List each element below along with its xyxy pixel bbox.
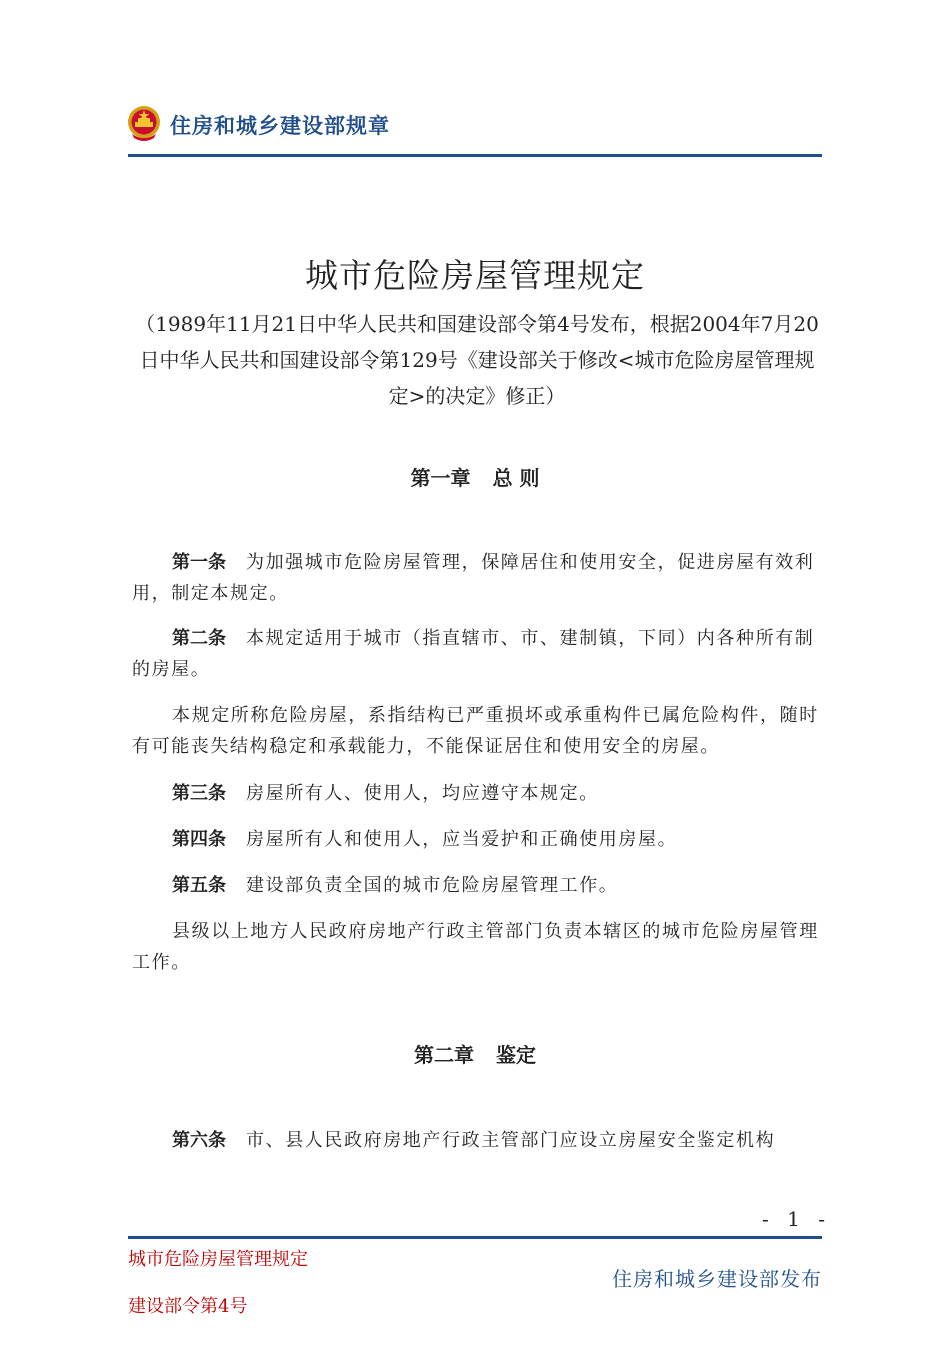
article-text: 市、县人民政府房地产行政主管部门应设立房屋安全鉴定机构 — [246, 1130, 776, 1151]
article-label: 第二条 — [172, 628, 226, 649]
article-paragraph — [132, 1125, 822, 1156]
national-emblem-icon — [126, 104, 162, 142]
chapter-number: 第二章 — [414, 1043, 474, 1067]
article-text: 为加强城市危险房屋管理，保障居住和使用安全，促进房屋有效利用，制定本规定。 — [132, 552, 815, 604]
chapter-heading-1 — [0, 462, 950, 491]
article-paragraph — [132, 623, 822, 685]
chapter-name: 鉴定 — [496, 1043, 536, 1067]
article-paragraph — [132, 700, 822, 762]
chapter-heading-2 — [0, 1039, 950, 1068]
article-paragraph — [132, 824, 822, 855]
article-paragraph — [132, 778, 822, 809]
article-text: 本规定所称危险房屋，系指结构已严重损坏或承重构件已属危险构件，随时有可能丧失结构稳定和承载能力，不能保证居住和使用安全的房屋。 — [132, 705, 819, 757]
footer-order-number: 建设部令第4号 — [128, 1296, 248, 1317]
article-paragraph — [132, 870, 822, 901]
article-paragraph — [132, 547, 822, 609]
article-text: 县级以上地方人民政府房地产行政主管部门负责本辖区的城市危险房屋管理工作。 — [132, 921, 819, 973]
article-label: 第三条 — [172, 783, 226, 804]
document-title: 城市危险房屋管理规定 — [305, 256, 645, 295]
footer-divider — [128, 1236, 822, 1239]
article-text: 房屋所有人和使用人，应当爱护和正确使用房屋。 — [246, 829, 678, 850]
footer-document-name: 城市危险房屋管理规定 — [128, 1249, 308, 1270]
article-text: 建设部负责全国的城市危险房屋管理工作。 — [246, 875, 619, 896]
article-label: 第一条 — [172, 552, 226, 573]
header-title: 住房和城乡建设部规章 — [170, 114, 390, 138]
article-paragraph — [132, 916, 822, 978]
article-label: 第四条 — [172, 829, 226, 850]
article-text: 房屋所有人、使用人，均应遵守本规定。 — [246, 783, 599, 804]
article-label: 第五条 — [172, 875, 226, 896]
document-subtitle: （1989年11月21日中华人民共和国建设部令第4号发布，根据2004年7月20日中华人民共和国建设部令第129号《建设部关于修改<城市危险房屋管理规定>的决定》修正） — [135, 312, 819, 408]
header-divider — [128, 154, 822, 157]
article-text: 本规定适用于城市（指直辖市、市、建制镇，下同）内各种所有制的房屋。 — [132, 628, 815, 680]
article-label: 第六条 — [172, 1130, 226, 1151]
chapter-number: 第一章 — [410, 466, 471, 490]
footer-publisher: 住房和城乡建设部发布 — [612, 1267, 822, 1291]
page-number: - 1 - — [762, 1207, 831, 1231]
chapter-name: 总 则 — [492, 466, 540, 490]
